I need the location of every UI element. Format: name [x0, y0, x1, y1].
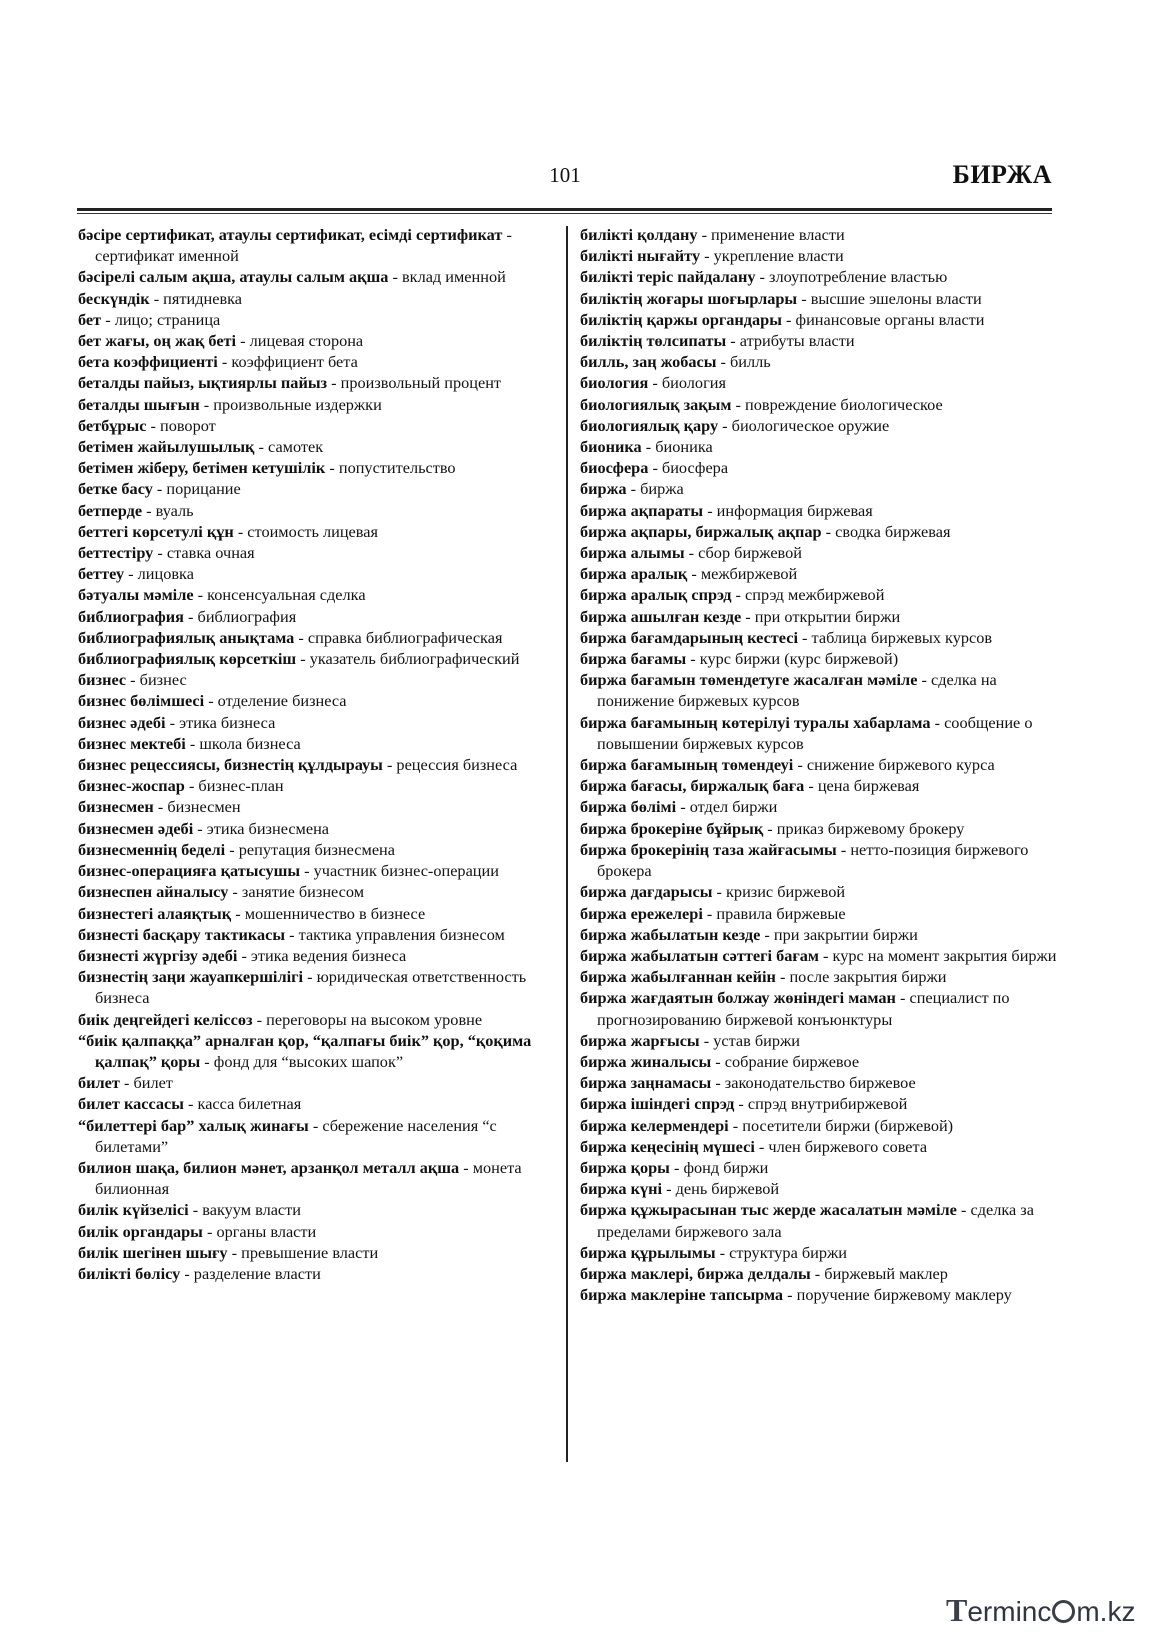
entry-term: бизнес әдебі [78, 712, 166, 732]
entry-definition: - билль [716, 352, 771, 372]
entry-term: биржа ішіндегі спрэд [580, 1094, 735, 1114]
entry-term: бизнесмен әдебі [78, 818, 194, 838]
dictionary-entry [580, 1178, 1058, 1199]
entry-definition: - спрэд внутрибиржевой [734, 1094, 908, 1114]
entry-definition: - собрание биржевое [711, 1051, 860, 1071]
entry-term: биржа жиналысы [580, 1051, 712, 1071]
dictionary-entry [580, 584, 1058, 605]
entry-term: билль, заң жобасы [580, 352, 717, 372]
dictionary-entry [78, 796, 556, 817]
entry-definition: - кризис биржевой [712, 882, 846, 902]
dictionary-entry [580, 436, 1058, 457]
dictionary-entry [78, 372, 556, 393]
entry-term: биржа бағамының төмендеуі [580, 755, 794, 775]
dictionary-entry [580, 1284, 1058, 1305]
entry-term: биржа брокерінің таза жайғасымы [580, 839, 837, 859]
entry-term: бизнестің заңи жауапкершілігі [78, 967, 304, 987]
entry-definition: - после закрытия биржи [775, 967, 947, 987]
entry-term: билік органдары [78, 1221, 203, 1241]
dictionary-entry [78, 415, 556, 436]
entry-definition: - нетто-позиция биржевого брокера [597, 839, 1029, 881]
dictionary-entry [580, 1136, 1058, 1157]
entry-definition: - укрепление власти [700, 246, 844, 266]
dictionary-entry [580, 1242, 1058, 1263]
entry-definition: - межбиржевой [687, 564, 798, 584]
entry-term: биржа маклері, биржа делдалы [580, 1263, 811, 1283]
entry-definition: - повреждение биологическое [731, 394, 943, 414]
entry-term: бизнеспен айналысу [78, 882, 229, 902]
dictionary-entry [78, 669, 556, 690]
entry-term: биліктің төлсипаты [580, 331, 727, 351]
entry-definition: - сообщение о повышении биржевых курсов [597, 712, 1033, 753]
entry-term: биік деңгейдегі келіссөз [78, 1009, 253, 1029]
dictionary-entry [580, 1093, 1058, 1114]
entry-definition: - библиография [183, 606, 297, 626]
entry-term: беттеу [78, 564, 125, 584]
dictionary-entry [78, 563, 556, 584]
entry-term: биржа келермендері [580, 1115, 729, 1135]
dictionary-entry [580, 309, 1058, 330]
dictionary-entry [580, 818, 1058, 839]
dictionary-entry [78, 1072, 556, 1093]
entry-term: бизнесті басқару тактикасы [78, 924, 286, 944]
dictionary-entry [580, 712, 1058, 754]
entry-term: беттегі көрсетулі құн [78, 521, 234, 541]
watermark-initial: T [946, 1592, 968, 1628]
entry-term: биржа аралық спрэд [580, 585, 732, 605]
entry-definition: - рецессия бизнеса [382, 755, 518, 775]
entry-definition: - злоупотребление властью [755, 267, 948, 287]
dictionary-entry [580, 542, 1058, 563]
section-headword: БИРЖА [952, 160, 1052, 189]
dictionary-entry [78, 309, 556, 330]
dictionary-entry [78, 945, 556, 966]
dictionary-entry [580, 500, 1058, 521]
entry-term: биржа бөлімі [580, 797, 677, 817]
entry-definition: - курс на момент закрытия биржи [818, 945, 1057, 965]
entry-term: биологиялық зақым [580, 394, 732, 414]
entry-definition: - сертификат именной [95, 225, 512, 266]
dictionary-entry [78, 606, 556, 627]
entry-definition: - школа бизнеса [185, 733, 301, 753]
dictionary-entry [78, 1199, 556, 1220]
entry-term: беттестіру [78, 543, 154, 563]
entry-definition: - информация биржевая [703, 500, 873, 520]
entry-definition: - разделение власти [180, 1263, 321, 1283]
entry-definition: - указатель библиографический [296, 649, 520, 669]
entry-definition: - член биржевого совета [754, 1136, 928, 1156]
entry-definition: - этика ведения бизнеса [237, 945, 407, 965]
dictionary-entry [580, 987, 1058, 1029]
dictionary-entry [78, 733, 556, 754]
entry-definition: - консенсуальная сделка [193, 585, 366, 605]
entry-term: биліктің қаржы органдары [580, 309, 782, 329]
dictionary-entry [580, 394, 1058, 415]
column-divider [566, 226, 568, 1462]
entry-definition: - правила биржевые [702, 903, 846, 923]
entry-term: бескүндік [78, 288, 150, 308]
entry-term: биржа жабылатын кезде [580, 924, 761, 944]
dictionary-entry [580, 1115, 1058, 1136]
entry-definition: - произвольные издержки [199, 394, 382, 414]
entry-term: биліктің жоғары шоғырлары [580, 288, 798, 308]
entry-term: биржа ережелері [580, 903, 703, 923]
entry-definition: - превышение власти [227, 1242, 379, 1262]
dictionary-entry [580, 351, 1058, 372]
entry-definition: - день биржевой [662, 1179, 780, 1199]
entry-definition: - бизнес [126, 670, 187, 690]
dictionary-entry [78, 712, 556, 733]
entry-definition: - вклад именной [388, 267, 506, 287]
entry-definition: - поручение биржевому маклеру [783, 1285, 1012, 1305]
entry-definition: - поворот [146, 415, 216, 435]
dictionary-entry [78, 457, 556, 478]
dictionary-entry [580, 839, 1058, 881]
entry-definition: - сбор биржевой [684, 543, 802, 563]
dictionary-entry [78, 1115, 556, 1157]
page-number: 101 [549, 163, 581, 187]
dictionary-entry [580, 903, 1058, 924]
dictionary-entry [78, 1093, 556, 1114]
entry-definition: - курс биржи (курс биржевой) [686, 649, 899, 669]
entry-term: биологиялық қару [580, 415, 719, 435]
entry-definition: - бизнес-план [184, 776, 284, 796]
right-column [580, 224, 1058, 1305]
entry-definition: - касса билетная [183, 1094, 302, 1114]
entry-term: бәсірелі салым ақша, атаулы салым ақша [78, 267, 389, 287]
entry-term: билікті теріс пайдалану [580, 267, 756, 287]
dictionary-entry [580, 1051, 1058, 1072]
entry-definition: - структура биржи [715, 1242, 847, 1262]
dictionary-entry [78, 1030, 556, 1072]
dictionary-entry [580, 457, 1058, 478]
header-rule-thick [77, 208, 1052, 211]
entry-term: биржа ақпараты [580, 500, 704, 520]
dictionary-entry [580, 372, 1058, 393]
dictionary-entry [78, 394, 556, 415]
dictionary-entry [78, 521, 556, 542]
dictionary-entry [78, 1157, 556, 1199]
entry-term: биржа маклеріне тапсырма [580, 1285, 784, 1305]
entry-term: биржа бағамдарының кестесі [580, 627, 798, 647]
dictionary-entry [78, 627, 556, 648]
entry-definition: - лицо; страница [101, 309, 221, 329]
dictionary-entry [580, 627, 1058, 648]
dictionary-entry [580, 288, 1058, 309]
entry-term: биржа алымы [580, 543, 685, 563]
entry-term: библиографиялық көрсеткіш [78, 649, 297, 669]
entry-definition: - произвольный процент [327, 373, 502, 393]
dictionary-entry [78, 224, 556, 266]
dictionary-entry [580, 881, 1058, 902]
entry-definition: - биосфера [648, 458, 729, 478]
entry-term: биржа қоры [580, 1157, 670, 1177]
entry-term: биржа жағдаятын болжау жөніндегі маман [580, 988, 896, 1008]
entry-definition: - применение власти [697, 225, 845, 244]
entry-term: бизнесменнің беделі [78, 839, 226, 859]
dictionary-entry [580, 478, 1058, 499]
entry-term: биосфера [580, 458, 649, 478]
entry-definition: - специалист по прогнозированию биржевой конъюнктуры [597, 988, 1010, 1029]
entry-term: бәтуалы мәміле [78, 585, 194, 605]
entry-term: билік шегінен шығу [78, 1242, 228, 1262]
entry-definition: - самотек [254, 437, 324, 457]
entry-definition: - порицание [152, 479, 241, 499]
entry-definition: - мошенничество в бизнесе [231, 903, 426, 923]
dictionary-entry [78, 266, 556, 287]
entry-definition: - бизнесмен [153, 797, 241, 817]
entry-term: бетке басу [78, 479, 153, 499]
entry-term: беталды шығын [78, 394, 200, 414]
entry-term: билион шақа, билион мәнет, арзанқол металл ақша [78, 1157, 460, 1177]
entry-term: “биік қалпаққа” арналған қор, “қалпағы биік” қор, “қоқима қалпақ” қоры [78, 1030, 532, 1071]
dictionary-entry [78, 542, 556, 563]
dictionary-entry [580, 775, 1058, 796]
entry-term: билікті қолдану [580, 225, 698, 244]
entry-term: биржа бағамын төмендетуге жасалған мәміле [580, 670, 918, 690]
entry-term: бетімен жайылушылық [78, 437, 255, 457]
entry-definition: - репутация бизнесмена [225, 839, 395, 859]
header-rule-thin [77, 213, 1052, 214]
left-column [78, 224, 556, 1284]
dictionary-entry [580, 563, 1058, 584]
entry-definition: - законодательство биржевое [711, 1073, 916, 1093]
entry-definition: - при открытии биржи [741, 606, 901, 626]
dictionary-entry [580, 245, 1058, 266]
entry-term: билікті нығайту [580, 246, 701, 266]
dictionary-entry [580, 648, 1058, 669]
entry-definition: - сводка биржевая [821, 521, 951, 541]
entry-term: биржа құжырасынан тыс жерде жасалатын мәміле [580, 1200, 957, 1220]
entry-definition: - сделка за пределами биржевого зала [597, 1200, 1034, 1241]
dictionary-entry [580, 796, 1058, 817]
dictionary-entry [78, 1009, 556, 1030]
entry-term: беталды пайыз, ықтиярлы пайыз [78, 373, 328, 393]
entry-definition: - тактика управления бизнесом [285, 924, 505, 944]
entry-term: биржа [580, 479, 627, 499]
entry-definition: - биология [648, 373, 726, 393]
entry-definition: - при закрытии биржи [760, 924, 918, 944]
entry-definition: - снижение биржевого курса [793, 755, 995, 775]
entry-definition: - биологическое оружие [718, 415, 890, 435]
entry-definition: - переговоры на высоком уровне [252, 1009, 483, 1029]
entry-term: бетбұрыс [78, 415, 147, 435]
entry-term: биржа бағасы, биржалық баға [580, 776, 805, 796]
entry-definition: - участник бизнес-операции [300, 861, 499, 881]
entry-definition: - бионика [641, 437, 713, 457]
entry-term: биржа жарғысы [580, 1030, 700, 1050]
entry-term: биржа күні [580, 1179, 663, 1199]
dictionary-entry [580, 224, 1058, 245]
entry-definition: - этика бизнеса [165, 712, 276, 732]
dictionary-entry [78, 478, 556, 499]
dictionary-entry [78, 351, 556, 372]
entry-definition: - устав биржи [699, 1030, 800, 1050]
entry-term: бизнес-жоспар [78, 776, 185, 796]
entry-term: бизнесті жүргізу әдебі [78, 945, 238, 965]
dictionary-entry [580, 966, 1058, 987]
entry-definition: - биржевый маклер [810, 1263, 948, 1283]
entry-term: бизнес бөлімшесі [78, 691, 205, 711]
entry-term: биржа жабылатын сәттегі бағам [580, 945, 819, 965]
dictionary-entry [78, 881, 556, 902]
entry-term: библиографиялық анықтама [78, 627, 295, 647]
dictionary-entry [580, 1157, 1058, 1178]
entry-term: бетімен жіберу, бетімен кетушілік [78, 458, 326, 478]
entry-term: бета коэффициенті [78, 352, 218, 372]
entry-definition: - посетители биржи (биржевой) [728, 1115, 954, 1135]
entry-term: бизнес-операцияға қатысушы [78, 861, 301, 881]
dictionary-entry [580, 945, 1058, 966]
entry-term: биржа брокеріне бұйрық [580, 818, 764, 838]
dictionary-entry [580, 754, 1058, 775]
entry-definition: - билет [119, 1073, 173, 1093]
termincom-watermark-logo [946, 1592, 1156, 1632]
entry-term: бетперде [78, 500, 143, 520]
entry-definition: - лицевая сторона [236, 331, 364, 351]
entry-term: биржа аралық [580, 564, 688, 584]
dictionary-entry [580, 1199, 1058, 1241]
dictionary-entry [580, 606, 1058, 627]
entry-definition: - финансовые органы власти [781, 309, 985, 329]
entry-definition: - лицовка [124, 564, 194, 584]
dictionary-entry [78, 436, 556, 457]
entry-term: бизнес мектебі [78, 733, 186, 753]
entry-term: биржа дағдарысы [580, 882, 713, 902]
entry-definition: - сделка на понижение биржевых курсов [597, 670, 997, 711]
entry-definition: - ставка очная [153, 543, 255, 563]
dictionary-entry [78, 903, 556, 924]
entry-term: биржа кеңесінің мүшесі [580, 1136, 755, 1156]
entry-definition: - пятидневка [149, 288, 243, 308]
entry-definition: - коэффициент бета [217, 352, 358, 372]
dictionary-entry [78, 966, 556, 1008]
entry-term: бет [78, 309, 102, 329]
dictionary-entry [78, 818, 556, 839]
entry-term: билет [78, 1073, 120, 1093]
entry-term: бизнес рецессиясы, бизнестің құлдырауы [78, 755, 383, 775]
dictionary-entry [78, 1263, 556, 1284]
entry-definition: - органы власти [202, 1221, 317, 1241]
entry-term: билікті бөлісу [78, 1263, 181, 1283]
entry-term: билет кассасы [78, 1094, 184, 1114]
entry-term: биржа бағамының көтерілуі туралы хабарлама [580, 712, 931, 732]
watermark-o-ring-icon [1052, 1600, 1075, 1623]
entry-definition: - этика бизнесмена [193, 818, 330, 838]
entry-term: биржа бағамы [580, 649, 687, 669]
dictionary-entry [580, 1072, 1058, 1093]
dictionary-entry [580, 330, 1058, 351]
entry-term: бионика [580, 437, 642, 457]
entry-definition: - юридическая ответственность бизнеса [95, 967, 527, 1008]
dictionary-entry [580, 415, 1058, 436]
dictionary-entry [580, 266, 1058, 287]
entry-definition: - фонд для “высоких шапок” [200, 1051, 404, 1071]
entry-definition: - биржа [626, 479, 684, 499]
entry-term: “билеттері бар” халық жинағы [78, 1115, 309, 1135]
dictionary-entry [580, 669, 1058, 711]
dictionary-entry [78, 648, 556, 669]
entry-definition: - попустительство [325, 458, 456, 478]
dictionary-entry [78, 839, 556, 860]
entry-definition: - стоимость лицевая [233, 521, 378, 541]
entry-definition: - сбережение населения “с билетами” [95, 1115, 497, 1156]
entry-definition: - вуаль [142, 500, 194, 520]
dictionary-entry [78, 330, 556, 351]
entry-term: бет жағы, оң жақ беті [78, 331, 237, 351]
dictionary-entry [78, 690, 556, 711]
entry-term: биржа жабылғаннан кейін [580, 967, 776, 987]
entry-term: биология [580, 373, 649, 393]
entry-definition: - высшие эшелоны власти [797, 288, 982, 308]
dictionary-entry [78, 1221, 556, 1242]
entry-definition: - монета билионная [95, 1157, 522, 1199]
dictionary-entry [78, 1242, 556, 1263]
entry-term: бизнестегі алаяқтық [78, 903, 232, 923]
entry-definition: - отдел биржи [676, 797, 778, 817]
dictionary-entry [78, 288, 556, 309]
entry-definition: - фонд биржи [669, 1157, 769, 1177]
dictionary-entry [580, 924, 1058, 945]
entry-definition: - приказ биржевому брокеру [763, 818, 965, 838]
entry-definition: - справка библиографическая [294, 627, 503, 647]
entry-term: бизнесмен [78, 797, 154, 817]
entry-term: биржа ақпары, биржалық ақпар [580, 521, 822, 541]
dictionary-entry [78, 860, 556, 881]
entry-term: биржа ашылған кезде [580, 606, 742, 626]
entry-term: билік күйзелісі [78, 1200, 189, 1220]
entry-definition: - спрэд межбиржевой [731, 585, 885, 605]
dictionary-entry [580, 521, 1058, 542]
dictionary-entry [580, 1263, 1058, 1284]
entry-term: биржа құрылымы [580, 1242, 716, 1262]
entry-term: библиография [78, 606, 184, 626]
dictionary-entry [78, 584, 556, 605]
entry-definition: - цена биржевая [804, 776, 920, 796]
entry-definition: - вакуум власти [188, 1200, 301, 1220]
entry-term: бәсіре сертификат, атаулы сертификат, есімді сертификат [78, 225, 503, 244]
entry-definition: - занятие бизнесом [228, 882, 365, 902]
dictionary-entry [580, 1030, 1058, 1051]
watermark-text: erminc [967, 1596, 1052, 1627]
entry-definition: - отделение бизнеса [204, 691, 347, 711]
watermark-domain: m.kz [1076, 1596, 1136, 1627]
entry-term: биржа заңнамасы [580, 1073, 712, 1093]
dictionary-entry [78, 754, 556, 775]
dictionary-entry [78, 924, 556, 945]
entry-term: бизнес [78, 670, 127, 690]
dictionary-entry [78, 775, 556, 796]
dictionary-entry [78, 500, 556, 521]
entry-definition: - атрибуты власти [726, 331, 855, 351]
entry-definition: - таблица биржевых курсов [797, 627, 993, 647]
